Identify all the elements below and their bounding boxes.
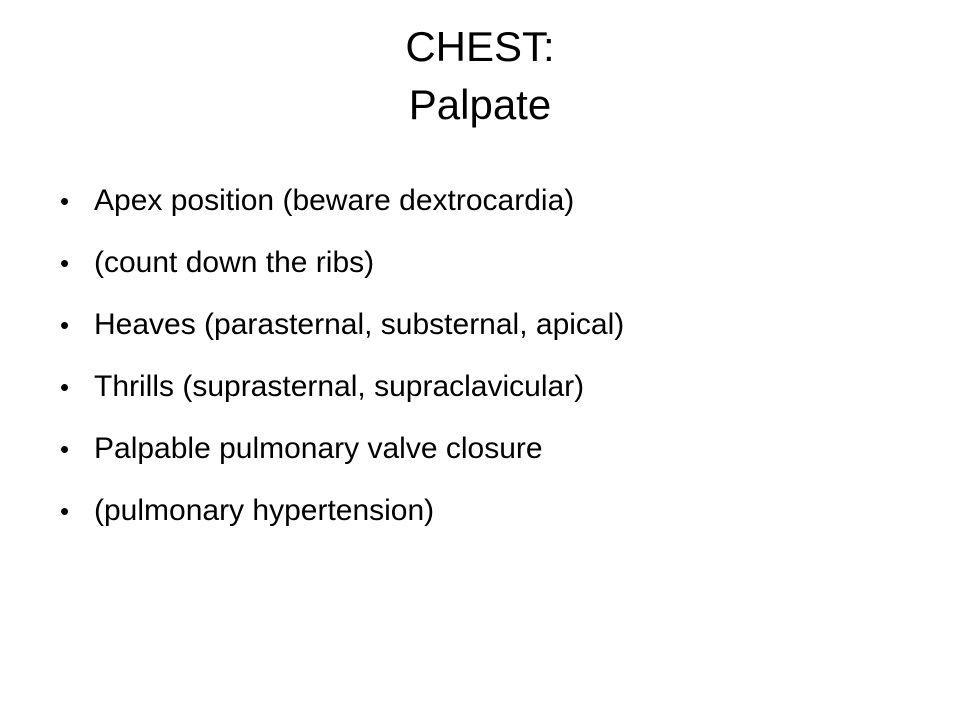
slide-title-line-2: Palpate [408,81,552,128]
bullet-icon: • [60,186,70,216]
bullet-icon: • [60,434,70,464]
bullet-item [58,176,918,238]
bullet-icon: • [60,248,70,278]
bullet-text: Apex position (beware dextrocardia) [94,184,575,217]
slide-title [0,18,960,134]
bullet-list [58,176,918,548]
bullet-text: Thrills (suprasternal, supraclavicular) [94,370,585,403]
bullet-item [58,362,918,424]
bullet-text: (count down the ribs) [94,246,375,279]
bullet-item [58,486,918,548]
bullet-item [58,238,918,300]
bullet-icon: • [60,310,70,340]
bullet-text: Palpable pulmonary valve closure [94,432,543,465]
bullet-text: Heaves (parasternal, substernal, apical) [94,308,625,341]
slide-title-line-1: CHEST: [405,23,555,70]
bullet-item [58,424,918,486]
bullet-item [58,300,918,362]
bullet-text: (pulmonary hypertension) [94,494,435,527]
bullet-icon: • [60,372,70,402]
bullet-icon: • [60,496,70,526]
